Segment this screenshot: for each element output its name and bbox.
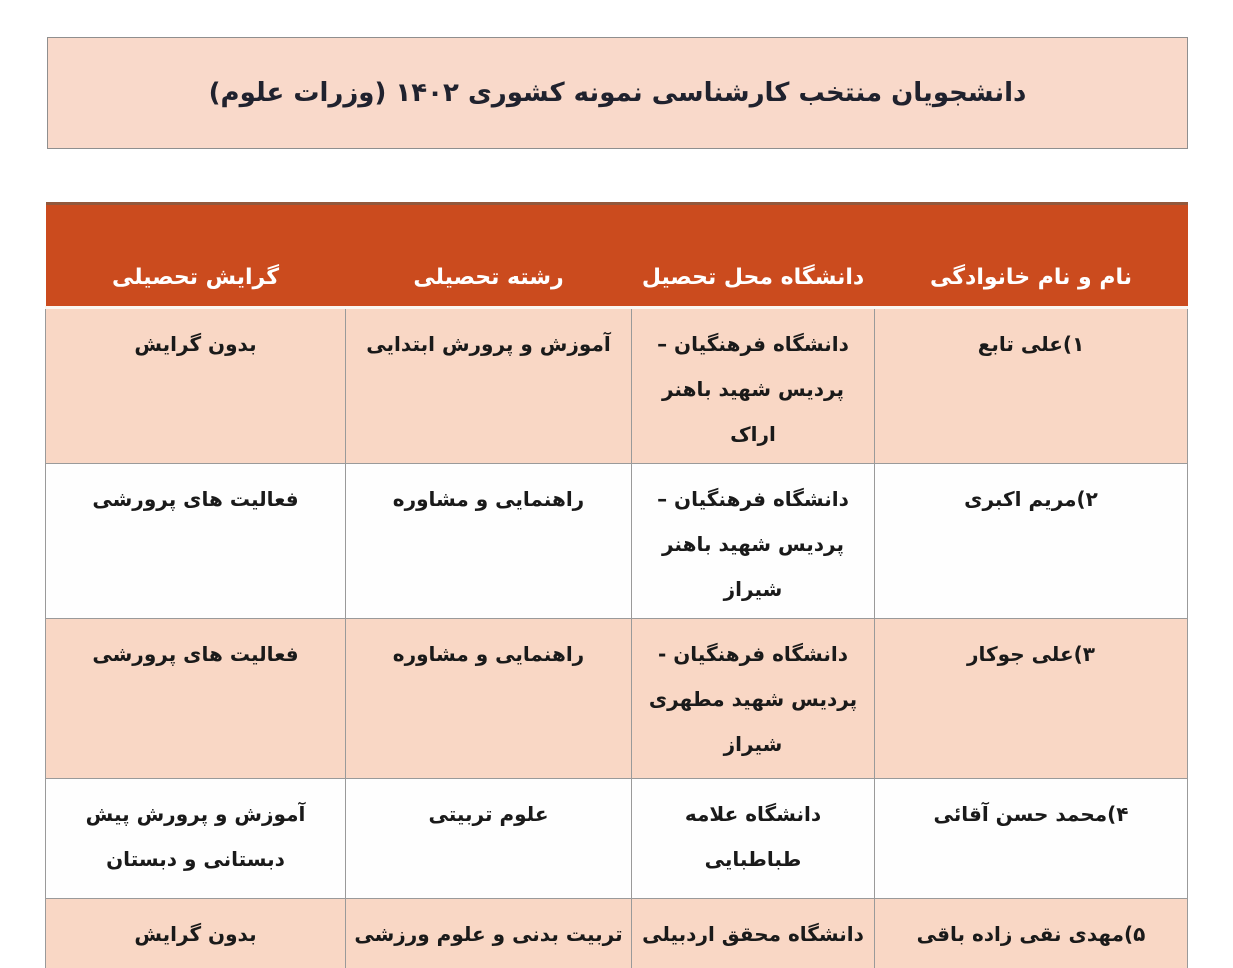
cell-field: تربیت بدنی و علوم ورزشی [346, 899, 632, 968]
table-row [46, 464, 1188, 619]
cell-name: ۱)علی تابع [875, 308, 1188, 464]
table-row [46, 899, 1188, 968]
cell-orientation: فعالیت های پرورشی [46, 619, 346, 779]
header-cell-orientation: گرایش تحصیلی [46, 204, 346, 308]
cell-orientation: بدون گرایش [46, 308, 346, 464]
cell-field: آموزش و پرورش ابتدایی [346, 308, 632, 464]
header-cell-name: نام و نام خانوادگی [875, 204, 1188, 308]
cell-name: ۳)علی جوکار [875, 619, 1188, 779]
table-row [46, 779, 1188, 899]
cell-field: علوم تربیتی [346, 779, 632, 899]
cell-university: دانشگاه فرهنگیان – پردیس شهید باهنر شیراز [632, 464, 875, 619]
header-cell-field: رشته تحصیلی [346, 204, 632, 308]
table-row [46, 308, 1188, 464]
cell-name: ۴)محمد حسن آقائی [875, 779, 1188, 899]
cell-orientation: بدون گرایش [46, 899, 346, 968]
header-cell-university: دانشگاه محل تحصیل [632, 204, 875, 308]
cell-name: ۵)مهدی نقی زاده باقی [875, 899, 1188, 968]
cell-name: ۲)مریم اکبری [875, 464, 1188, 619]
cell-university: دانشگاه محقق اردبیلی [632, 899, 875, 968]
header-row [46, 204, 1188, 308]
cell-field: راهنمایی و مشاوره [346, 619, 632, 779]
students-table [45, 202, 1188, 968]
title-banner [47, 37, 1188, 149]
cell-orientation: آموزش و پرورش پیش دبستانی و دبستان [46, 779, 346, 899]
cell-orientation: فعالیت های پرورشی [46, 464, 346, 619]
cell-field: راهنمایی و مشاوره [346, 464, 632, 619]
cell-university: دانشگاه فرهنگیان - پردیس شهید مطهری شیراز [632, 619, 875, 779]
cell-university: دانشگاه فرهنگیان – پردیس شهید باهنر اراک [632, 308, 875, 464]
table-row [46, 619, 1188, 779]
cell-university: دانشگاه علامه طباطبایی [632, 779, 875, 899]
page-title: دانشجویان منتخب کارشناسی نمونه کشوری ۱۴۰۲ (وزرات علوم) [208, 78, 1027, 108]
